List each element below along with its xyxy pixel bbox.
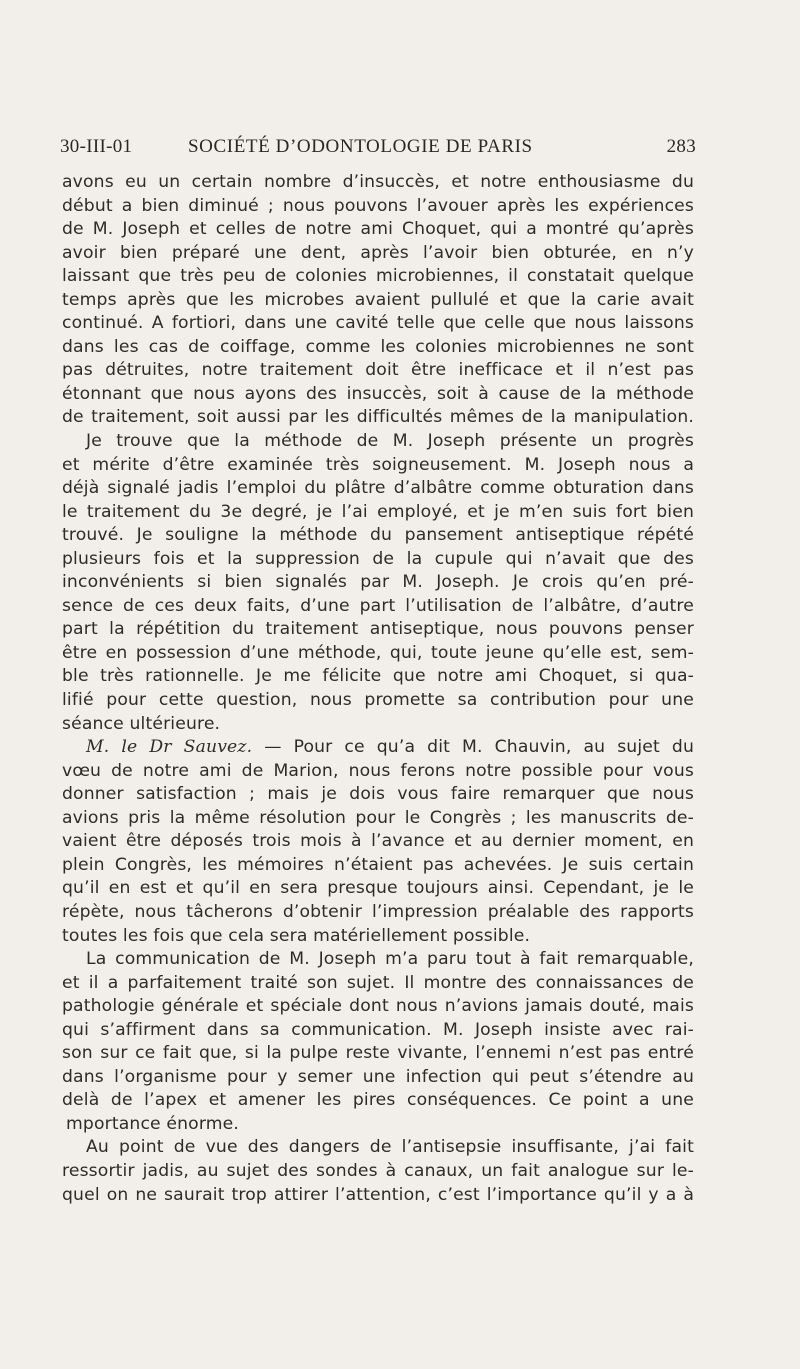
text-line: le traitement du 3e degré, je l’ai employé, et je m’en suis fort bien — [62, 501, 694, 522]
header-page-number: 283 — [666, 136, 696, 157]
text-line: avions pris la même résolution pour le Congrès ; les manuscrits de- — [62, 807, 694, 828]
text-line: étonnant que nous ayons des insuccès, soit à cause de la méthode — [62, 383, 694, 404]
text-line: temps après que les microbes avaient pullulé et que la carie avait — [62, 289, 694, 310]
text-line: son sur ce fait que, si la pulpe reste vivante, l’ennemi n’est pas entré — [62, 1043, 694, 1064]
text-line: mportance énorme. — [66, 1113, 239, 1134]
text-line: quel on ne saurait trop attirer l’attention, c’est l’importance qu’il y a à — [62, 1184, 694, 1205]
text-line: avoir bien préparé une dent, après l’avoir bien obturée, en n’y — [62, 242, 694, 263]
text-line: continué. A fortiori, dans une cavité telle que celle que nous laissons — [62, 313, 694, 334]
running-head — [60, 136, 696, 162]
text-line: pathologie générale et spéciale dont nous n’avions jamais douté, mais — [62, 996, 694, 1017]
text-line: dans l’organisme pour y semer une infection qui peut s’étendre au — [62, 1066, 694, 1087]
text-line: répète, nous tâcherons d’obtenir l’impression préalable des rapports — [62, 901, 694, 922]
text-line: — Pour ce qu’a dit M. Chauvin, au sujet du — [264, 737, 694, 758]
text-line: ble très rationnelle. Je me félicite que notre ami Choquet, si qua- — [62, 666, 694, 687]
text-line: de traitement, soit aussi par les difficultés mêmes de la manipulation. — [62, 407, 694, 428]
text-line: laissant que très peu de colonies microbiennes, il constatait quelque — [62, 266, 694, 287]
speaker-name: M. le Dr Sauvez. — [86, 737, 253, 758]
text-line: trouvé. Je souligne la méthode du pansement antiseptique répété — [62, 525, 694, 546]
text-line: déjà signalé jadis l’emploi du plâtre d’albâtre comme obturation dans — [62, 478, 694, 499]
text-line: delà de l’apex et amener les pires conséquences. Ce point a une — [62, 1090, 694, 1111]
body-text — [62, 171, 694, 1207]
text-line: pas détruites, notre traitement doit être inefficace et il n’est pas — [62, 360, 694, 381]
paragraph-5 — [62, 1136, 694, 1207]
text-line: vœu de notre ami de Marion, nous ferons notre possible pour vous — [62, 760, 694, 781]
text-line: part la répétition du traitement antiseptique, nous pouvons penser — [62, 619, 694, 640]
header-journal-title: SOCIÉTÉ D’ODONTOLOGIE DE PARIS — [188, 136, 533, 157]
text-line: dans les cas de coiffage, comme les colonies microbiennes ne sont — [62, 336, 694, 357]
text-line: séance ultérieure. — [62, 713, 221, 734]
text-line: sence de ces deux faits, d’une part l’utilisation de l’albâtre, d’autre — [62, 595, 694, 616]
header-date: 30-III-01 — [60, 136, 133, 157]
text-line: qui s’affirment dans sa communication. M. Joseph insiste avec rai- — [62, 1019, 694, 1040]
text-line: début a bien diminué ; nous pouvons l’avouer après les expériences — [62, 195, 694, 216]
paragraph-1 — [62, 171, 694, 430]
paragraph-4 — [62, 948, 694, 1136]
text-line: inconvénients si bien signalés par M. Joseph. Je crois qu’en pré- — [62, 572, 694, 593]
text-line: qu’il en est et qu’il en sera presque toujours ainsi. Cependant, je le — [62, 878, 694, 899]
text-line: et mérite d’être examinée très soigneusement. M. Joseph nous a — [62, 454, 694, 475]
paragraph-3 — [62, 736, 694, 948]
text-line: et il a parfaitement traité son sujet. Il montre des connaissances de — [62, 972, 694, 993]
text-line: plusieurs fois et la suppression de la cupule qui n’avait que des — [62, 548, 694, 569]
text-line: ressortir jadis, au sujet des sondes à canaux, un fait analogue sur le- — [62, 1160, 694, 1181]
text-line: vaient être déposés trois mois à l’avance et au dernier moment, en — [62, 831, 694, 852]
text-line: être en possession d’une méthode, qui, toute jeune qu’elle est, sem- — [62, 642, 694, 663]
text-line: Je trouve que la méthode de M. Joseph présente un progrès — [86, 431, 694, 452]
text-line: donner satisfaction ; mais je dois vous faire remarquer que nous — [62, 784, 694, 805]
text-line: avons eu un certain nombre d’insuccès, et notre enthousiasme du — [62, 172, 694, 192]
text-line: Au point de vue des dangers de l’antisepsie insuffisante, j’ai fait — [86, 1137, 694, 1158]
text-line: lifié pour cette question, nous promette sa contribution pour une — [62, 690, 694, 711]
paragraph-2 — [62, 430, 694, 736]
text-line: plein Congrès, les mémoires n’étaient pas achevées. Je suis certain — [62, 854, 694, 875]
text-line: de M. Joseph et celles de notre ami Choquet, qui a montré qu’après — [62, 219, 694, 240]
text-line: toutes les fois que cela sera matériellement possible. — [62, 925, 531, 946]
speaker-line — [62, 736, 694, 760]
text-line: La communication de M. Joseph m’a paru tout à fait remarquable, — [86, 949, 694, 970]
